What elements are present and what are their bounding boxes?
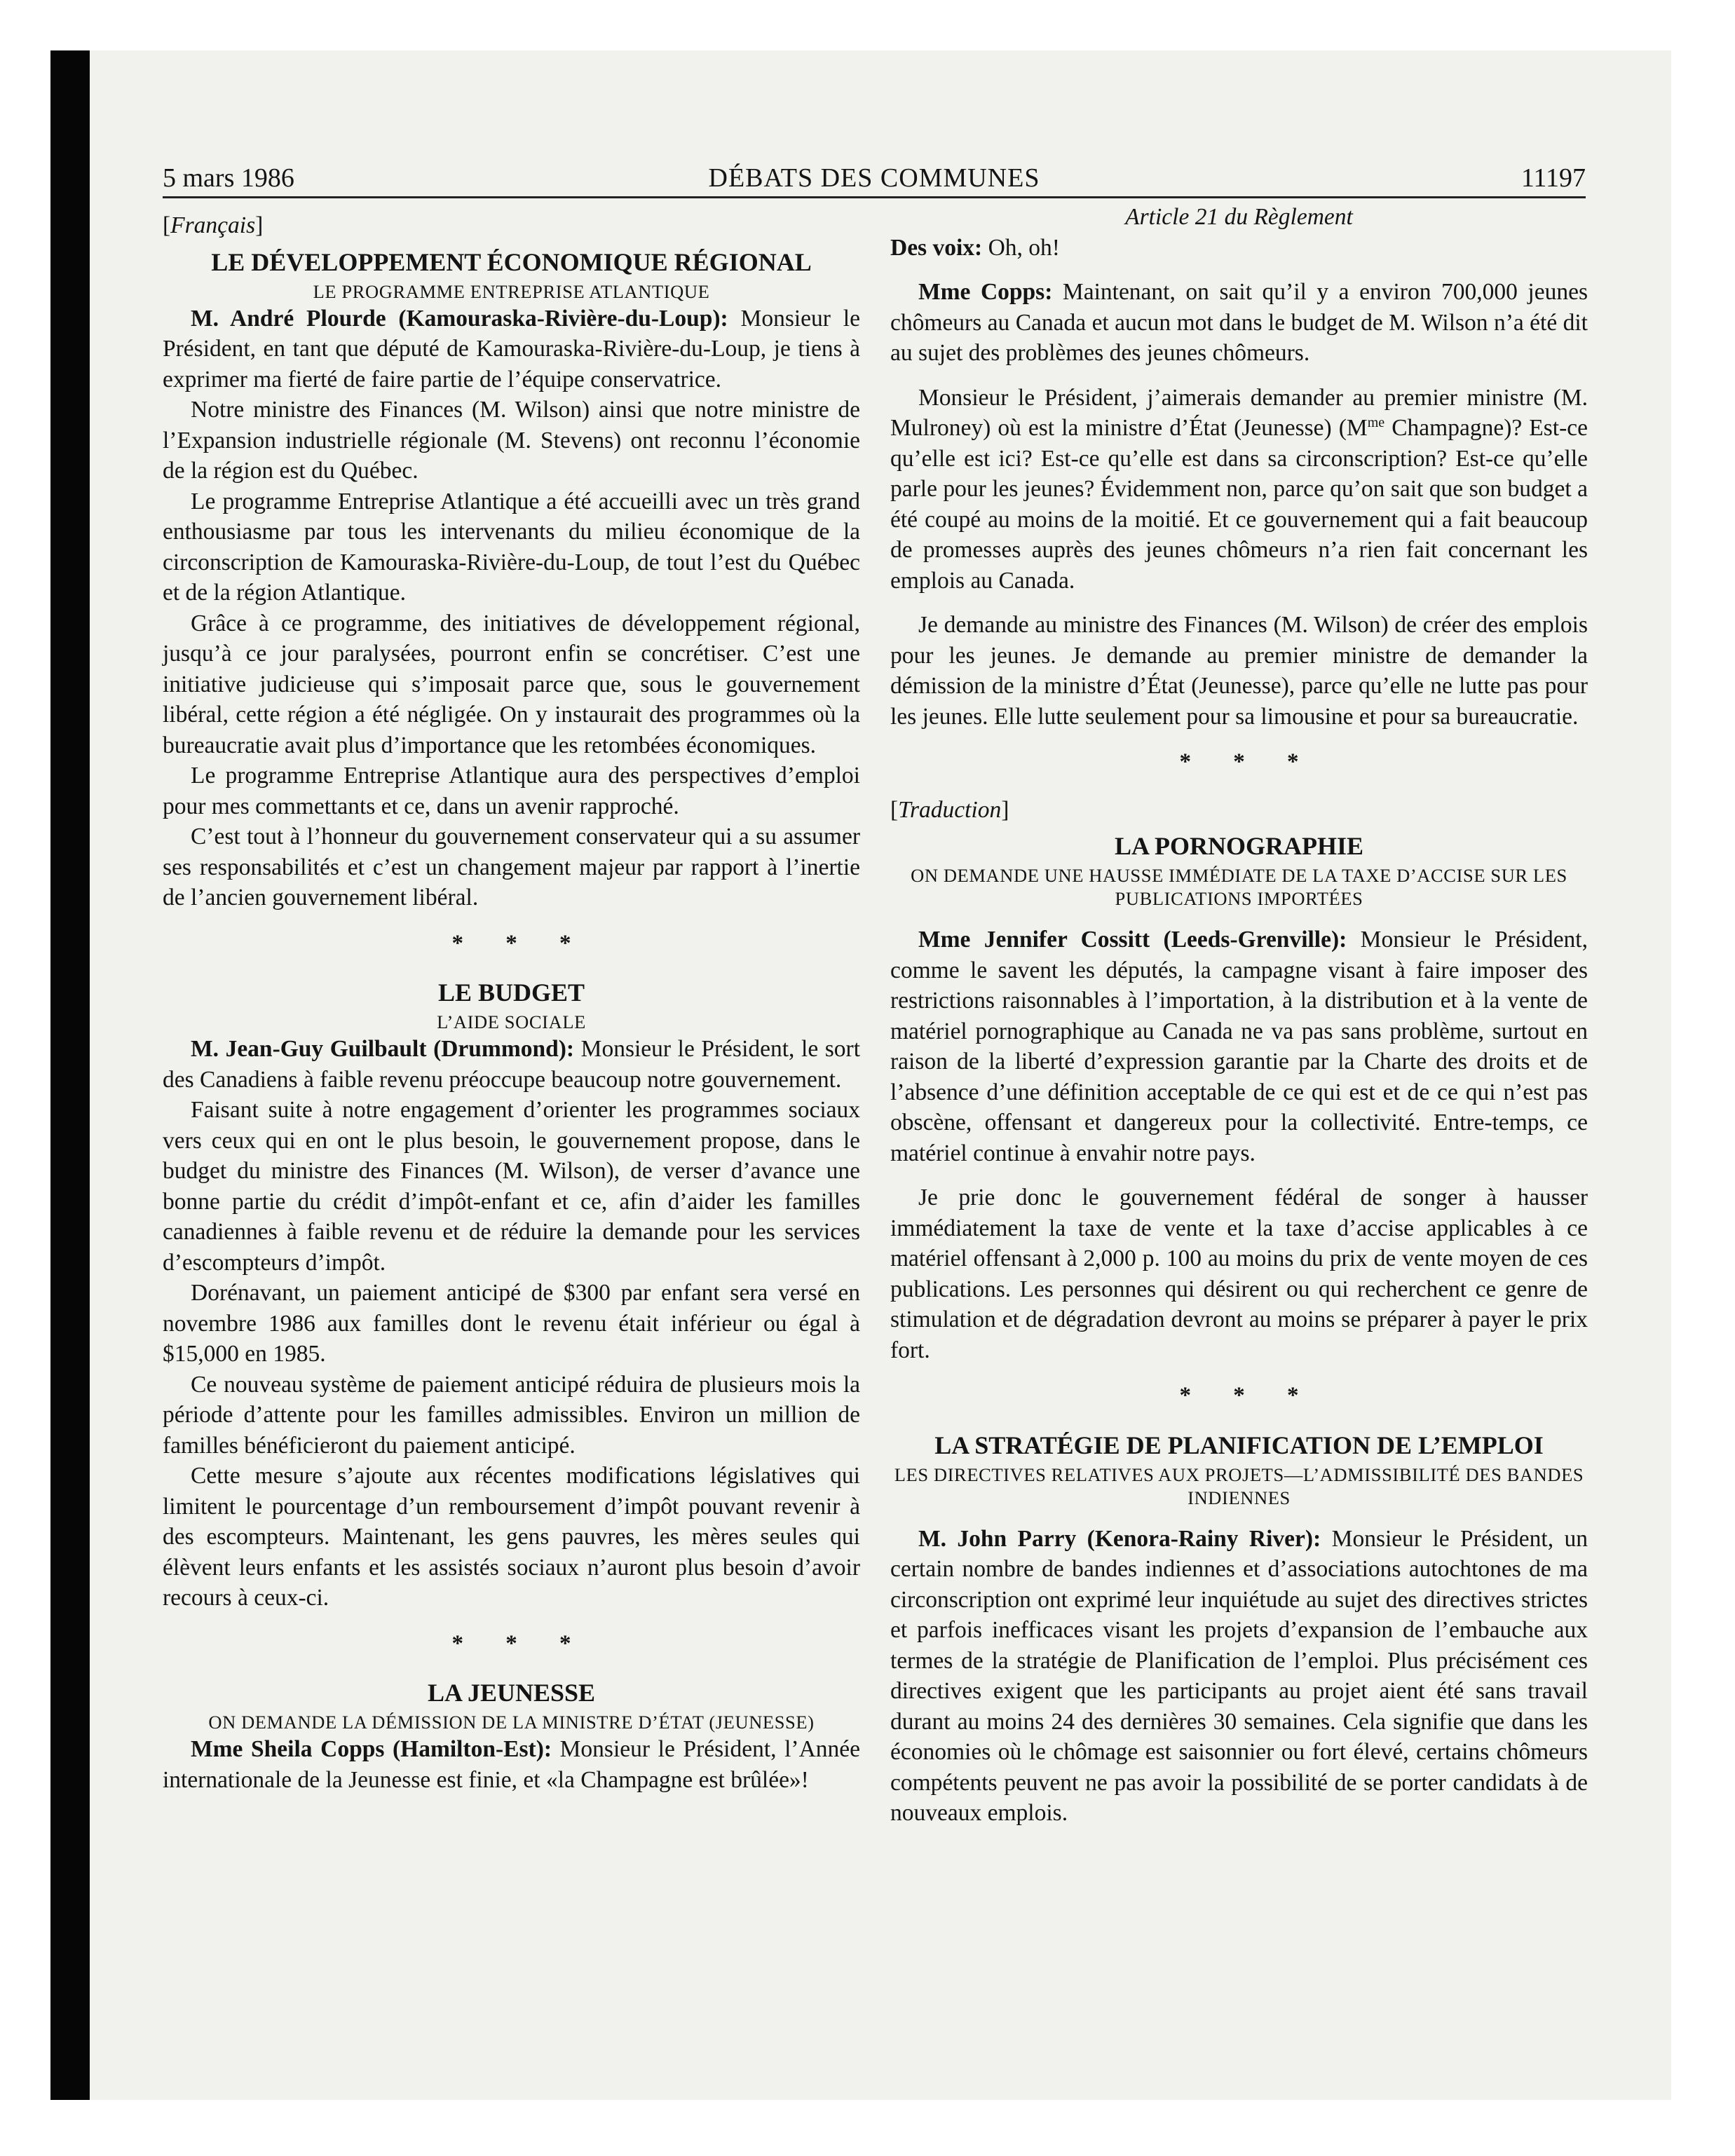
speaker-name: Mme Jennifer Cossitt (Leeds-Grenville): [918, 927, 1347, 953]
statement-paragraph: Mme Copps: Maintenant, on sait qu’il y a environ 700,000 jeunes chômeurs au Canada et aucun mot dans le budget de M. Wilson n’a été dit au sujet des problèmes des jeunes chômeurs. [890, 279, 1588, 366]
paragraph: Cette mesure s’ajoute aux récentes modifications législatives qui limitent le pourcentage d’un remboursement d’impôt pouvant revenir à des escompteurs. Maintenant, les gens pauvres, les mères seules qui élèvent leurs enfants et les assistés sociaux n’auront plus besoin d’avoir recours à ceux-ci. [163, 1463, 860, 1611]
section-separator: * * * [451, 930, 590, 956]
section-heading: LA JEUNESSE [427, 1679, 596, 1707]
section-heading: LA PORNOGRAPHIE [1114, 832, 1364, 860]
paragraph: Le programme Entreprise Atlantique aura des perspectives d’emploi pour mes commettants et ce, dans un avenir rapproché. [163, 763, 860, 819]
section-separator: * * * [1179, 1383, 1317, 1408]
statement-paragraph: M. André Plourde (Kamouraska-Rivière-du-Loup): Monsieur le Président, en tant que député de Kamouraska-Rivière-du-Loup, je tiens à exprimer ma fierté de faire partie de l’équipe conservatrice. [163, 305, 860, 393]
section-heading: LE BUDGET [437, 978, 585, 1007]
paragraph: Je demande au ministre des Finances (M. Wilson) de créer des emplois pour les jeunes. Je demande au premier ministre de demander la démission de la ministre d’État (Jeunesse), parce qu’elle ne lutte pas pour les jeunes. Elle lutte seulement pour sa limousine et pour sa bureaucratie. [890, 612, 1588, 730]
paragraph: Faisant suite à notre engagement d’orienter les programmes sociaux vers ceux qui en ont le plus besoin, le gouvernement propose, dans le budget du ministre des Finances (M. Wilson), de verser d’avance une bonne partie du crédit d’impôt-enfant et ce, afin d’aider les familles canadiennes à faible revenu et de réduire la demande pour les services d’escompteurs d’impôt. [163, 1097, 860, 1276]
section-subheading: ON DEMANDE LA DÉMISSION DE LA MINISTRE D’ÉTAT (JEUNESSE) [208, 1712, 815, 1733]
section-separator: * * * [451, 1630, 590, 1656]
paragraph: Notre ministre des Finances (M. Wilson) ainsi que notre ministre de l’Expansion industrielle régionale (M. Stevens) ont reconnu l’économie de la région est du Québec. [163, 397, 860, 484]
binding-edge [50, 50, 90, 2100]
section-heading: LA STRATÉGIE DE PLANIFICATION DE L’EMPLOI [934, 1431, 1544, 1459]
paragraph: Monsieur le Président, j’aimerais demander au premier ministre (M. Mulroney) où est la ministre d’État (Jeunesse) ($M^{me}$ Champagne)? Est-ce qu’elle est ici? Est-ce qu’elle est dans sa circonscription? Est-ce qu’elle parle pour les jeunes? Évidemment non, parce qu’on sait que son budget a été coupé au moins de la moitié. Et ce gouvernement qui a fait beaucoup de promesses auprès des jeunes chômeurs n’a rien fait concernant les emplois au Canada. [890, 384, 1588, 594]
page-header [163, 160, 1586, 198]
speaker-name: Mme Copps: [918, 279, 1053, 305]
statement-paragraph: Mme Jennifer Cossitt (Leeds-Grenville): Monsieur le Président, comme le savent les députés, la campagne visant à faire imposer des restrictions raisonnables à l’importation, à la distribution et à la vente de matériel pornographique au Canada ne va pas sans problème, surtout en raison de la liberté d’expression garantie par la Charte des droits et de l’absence d’une définition acceptable de ce qui est et de ce qui n’est pas obscène, offensant et dangereux pour la collectivité. Entre-temps, ce matériel continue à envahir notre pays. [890, 927, 1588, 1166]
section-subheading: LE PROGRAMME ENTREPRISE ATLANTIQUE [313, 280, 710, 302]
section-heading: LE DÉVELOPPEMENT ÉCONOMIQUE RÉGIONAL [211, 247, 812, 276]
article-reference: Article 21 du Règlement [1125, 204, 1353, 230]
speaker-name: M. André Plourde (Kamouraska-Rivière-du-Loup): [191, 305, 728, 332]
header-title: DÉBATS DES COMMUNES [708, 163, 1040, 193]
section-subheading: LES DIRECTIVES RELATIVES AUX PROJETS—L’ADMISSIBILITÉ DES BANDES INDIENNES [894, 1464, 1584, 1508]
header-page-number: 11197 [1520, 163, 1586, 193]
section-separator: * * * [1179, 749, 1317, 775]
paragraph: Dorénavant, un paiement anticipé de $300 par enfant sera versé en novembre 1986 aux familles dont le revenu était inférieur ou égal à $15,000 en 1985. [163, 1280, 860, 1367]
statement-paragraph: M. Jean-Guy Guilbault (Drummond): Monsieur le Président, le sort des Canadiens à faible revenu préoccupe beaucoup notre gouvernement. [163, 1036, 861, 1093]
paragraph: Je prie donc le gouvernement fédéral de songer à hausser immédiatement la taxe de vente et la taxe d’accise applicables à ce matériel offensant à 2,000 p. 100 au moins du prix de vente moyen de ces publications. Les personnes qui désirent ou qui recherchent ce genre de stimulation et de dégradation devront au moins se préparer à payer le prix fort. [890, 1185, 1588, 1363]
header-date: 5 mars 1986 [163, 163, 294, 193]
speaker-name: M. John Parry (Kenora-Rainy River): [918, 1525, 1321, 1552]
section-subheading: L’AIDE SOCIALE [437, 1011, 586, 1032]
left-column [163, 210, 860, 1795]
section-subheading: ON DEMANDE UNE HAUSSE IMMÉDIATE DE LA TAXE D’ACCISE SUR LES PUBLICATIONS IMPORTÉES [911, 865, 1567, 909]
right-column [890, 204, 1588, 1829]
paragraph: Ce nouveau système de paiement anticipé réduira de plusieurs mois la période d’attente pour les familles admissibles. Environ un million de familles bénéficieront du paiement anticipé. [163, 1371, 860, 1459]
statement-paragraph: Mme Sheila Copps (Hamilton-Est): Monsieur le Président, l’Année internationale de la Jeunesse est finie, et «la Champagne est brûlée»! [163, 1736, 861, 1793]
paragraph: C’est tout à l’honneur du gouvernement conservateur qui a su assumer ses responsabilités et c’est un changement majeur par rapport à l’inertie de l’ancien gouvernement libéral. [163, 824, 860, 910]
speaker-name: M. Jean-Guy Guilbault (Drummond): [191, 1036, 575, 1062]
interjection: Des voix: Oh, oh! [890, 234, 1060, 261]
paragraph: Le programme Entreprise Atlantique a été accueilli avec un très grand enthousiasme par tous les intervenants du milieu économique de la circonscription de Kamouraska-Rivière-du-Loup, de tout l’est du Québec et de la région Atlantique. [163, 488, 860, 606]
speaker-name: Mme Sheila Copps (Hamilton-Est): [191, 1736, 552, 1762]
statement-paragraph: M. John Parry (Kenora-Rainy River): Monsieur le Président, un certain nombre de bandes indiennes et d’associations autochtones de ma circonscription ont exprimé leur inquiétude au sujet des directives strictes et parfois inefficaces visant les projets d’expansion de l’embauche aux termes de la stratégie de Planification de l’emploi. Plus précisément ces directives exigent que les participants au projet aient été sans travail durant au moins 24 des dernières 30 semaines. Cela signifie que dans les économies où le chômage est saisonnier ou fort élevé, certains chômeurs compétents peuvent ne pas avoir la possibilité de se porter candidats à de nouveaux emplois. [890, 1525, 1588, 1826]
language-tag: [Traduction] [890, 796, 1009, 823]
language-tag: [Français] [163, 212, 264, 238]
paragraph: Grâce à ce programme, des initiatives de développement régional, jusqu’à ce jour paralysées, pourront enfin se concrétiser. C’est une initiative judicieuse qui s’imposait parce que, sous le gouvernement libéral, cette région a été négligée. On y instaurait des programmes où la bureaucratie avait plus d’importance que les retombées économiques. [163, 610, 860, 758]
speaker-name: Des voix: [890, 234, 983, 261]
